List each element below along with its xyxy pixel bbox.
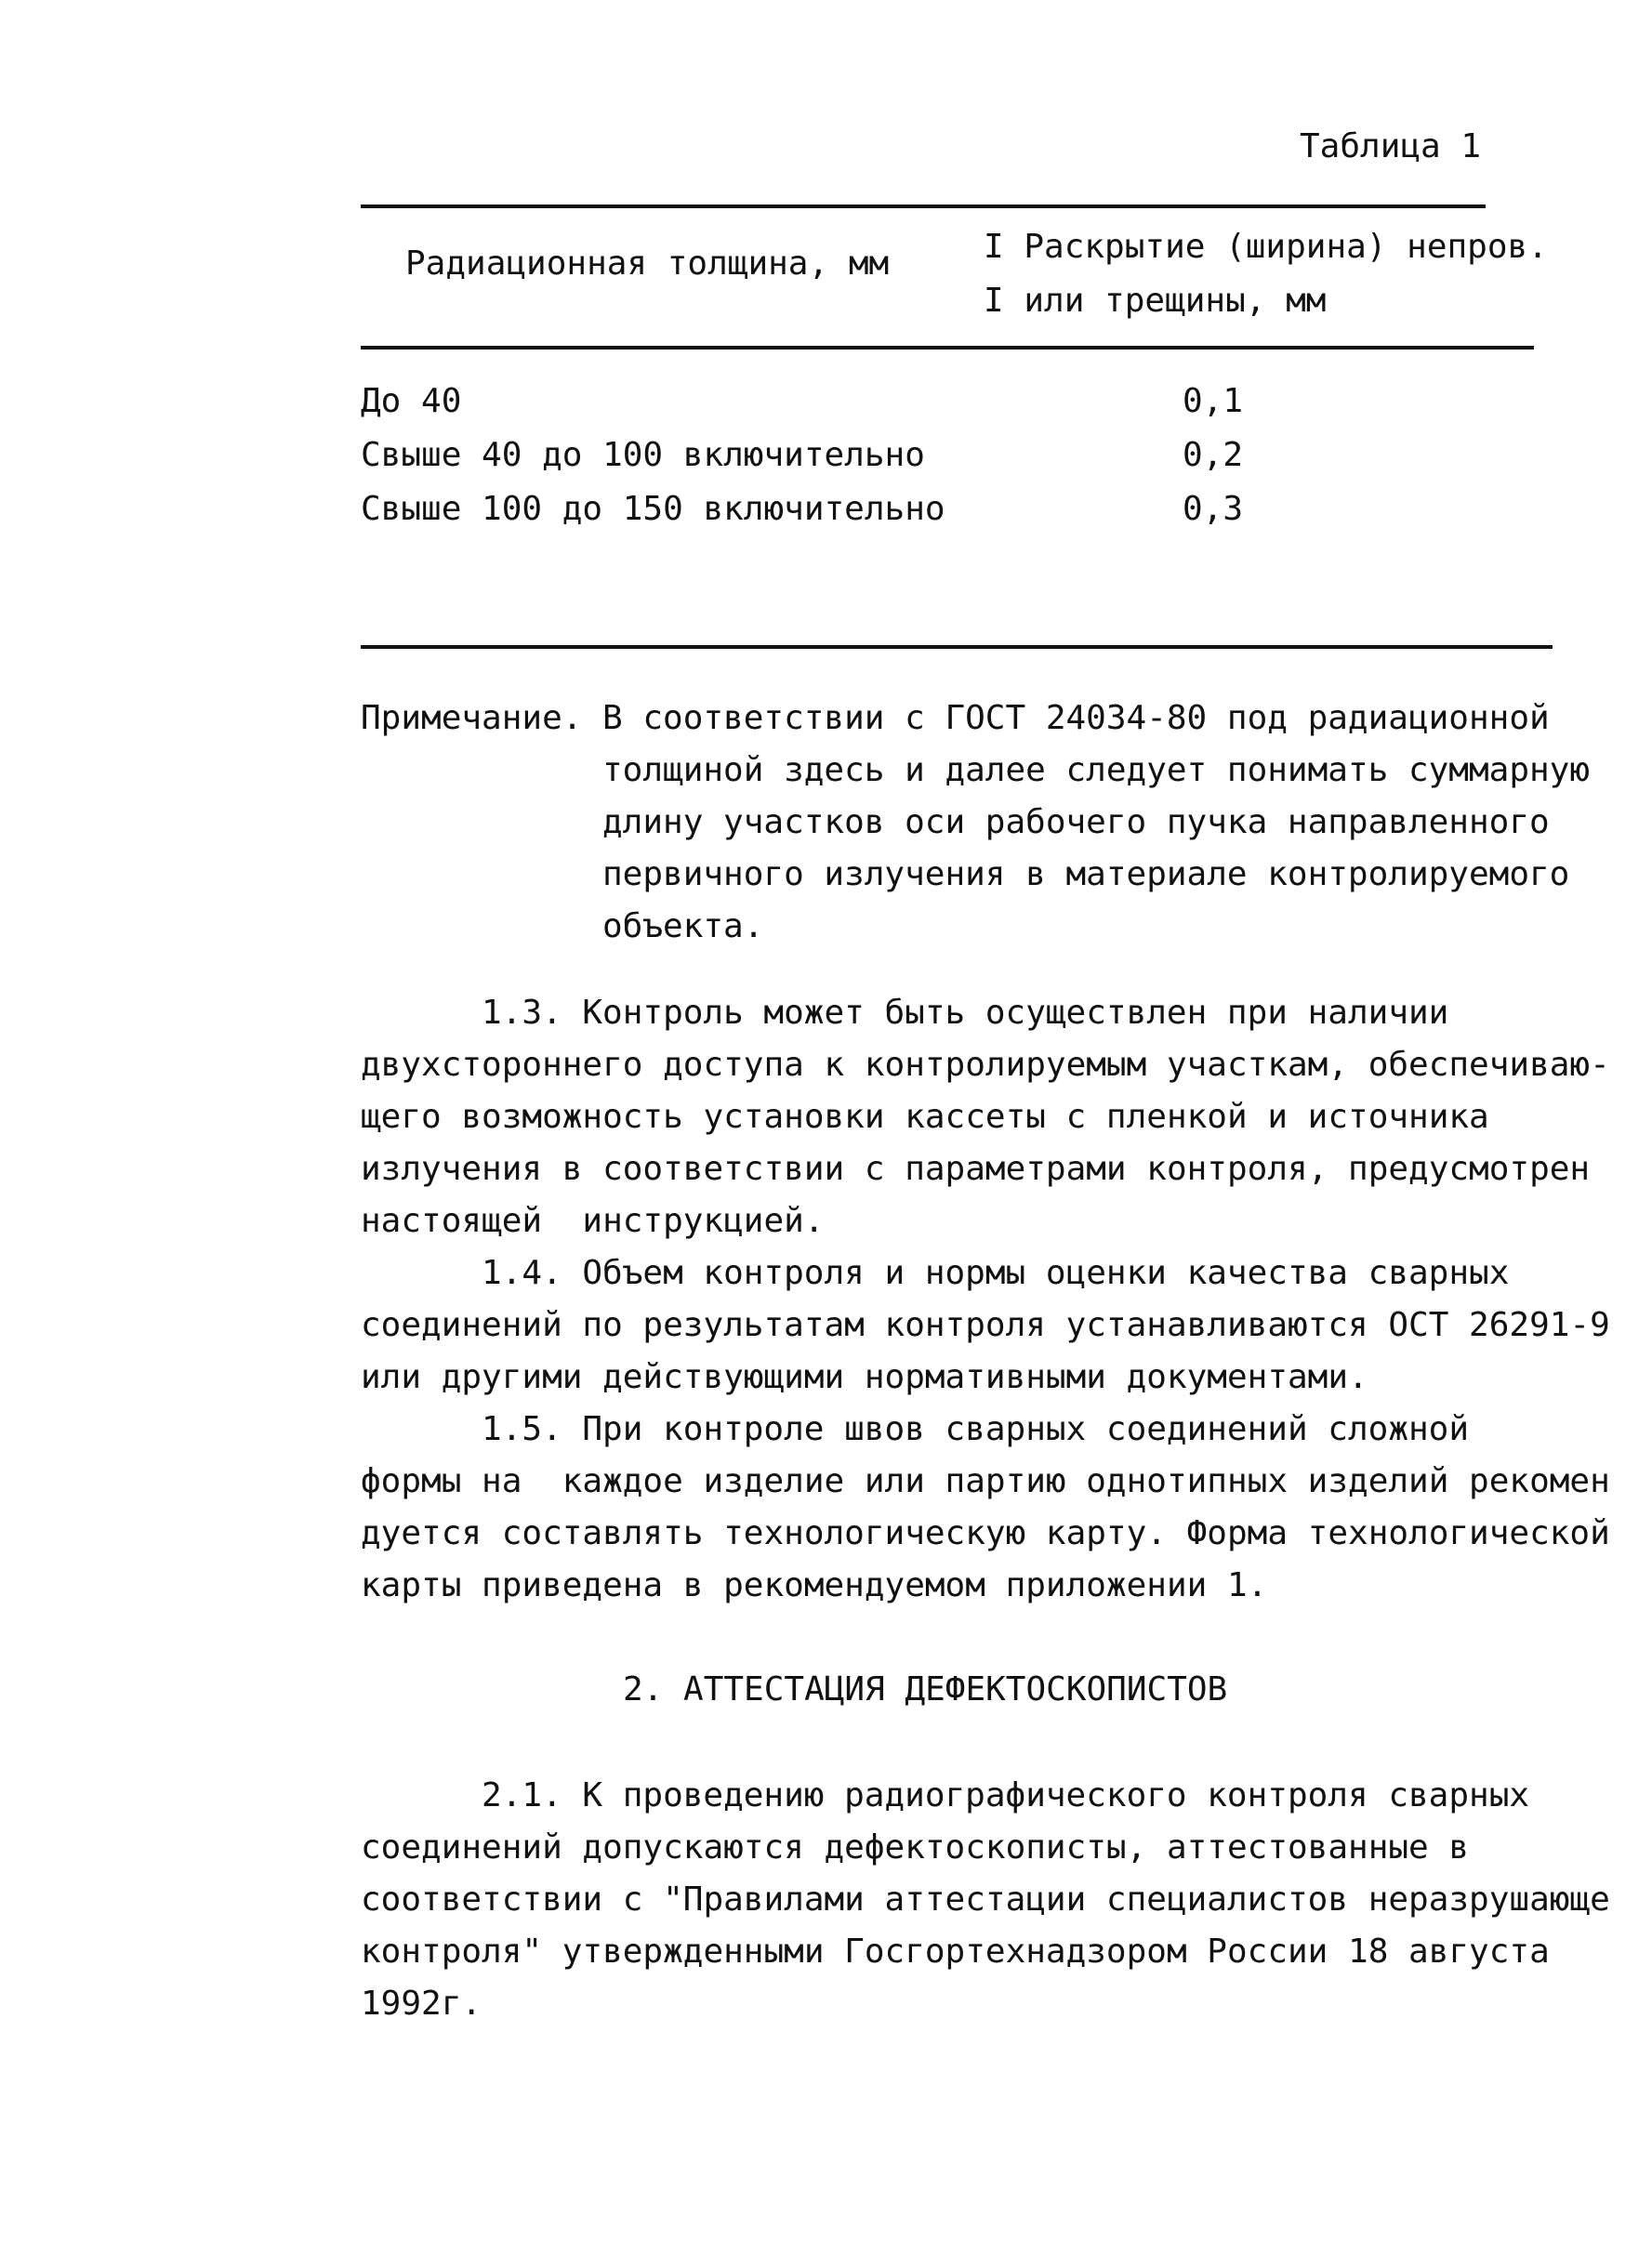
table-row-value: 0,3 bbox=[1183, 490, 1244, 528]
table-bottom-rule bbox=[361, 645, 1553, 649]
paragraph-2-1-line: 2.1. К проведению радиографического контроля сварных bbox=[482, 1776, 1530, 1814]
table-row-thickness: Свыше 40 до 100 включительно bbox=[361, 436, 925, 474]
paragraph-1-3-line: 1.3. Контроль может быть осуществлен при наличии bbox=[482, 994, 1449, 1032]
section-2-heading: 2. АТТЕСТАЦИЯ ДЕФЕКТОСКОПИСТОВ bbox=[623, 1670, 1228, 1708]
paragraph-1-4-line: соединений по результатам контроля устанавливаются ОСТ 26291-9 bbox=[361, 1306, 1610, 1344]
paragraph-2-1-line: соответствии с "Правилами аттестации специалистов неразрушающе bbox=[361, 1880, 1610, 1919]
paragraph-1-3-line: настоящей инструкцией. bbox=[361, 1202, 825, 1240]
paragraph-1-3-line: двухстороннего доступа к контролируемым участкам, обеспечиваю- bbox=[361, 1046, 1610, 1084]
paragraph-1-3-line: излучения в соответствии с параметрами контроля, предусмотрен bbox=[361, 1150, 1591, 1188]
paragraph-2-1-line: контроля" утвержденными Госгортехнадзором России 18 августа bbox=[361, 1933, 1550, 1971]
note-line: длину участков оси рабочего пучка направленного bbox=[602, 803, 1550, 841]
table-row-thickness: До 40 bbox=[361, 382, 462, 420]
paragraph-2-1-line: соединений допускаются дефектоскописты, аттестованные в bbox=[361, 1828, 1470, 1867]
paragraph-1-5-line: 1.5. При контроле швов сварных соединений сложной bbox=[482, 1410, 1470, 1448]
table-header-thickness: Радиационная толщина, мм bbox=[405, 244, 890, 283]
table-header-rule bbox=[361, 346, 1534, 350]
paragraph-1-4-line: 1.4. Объем контроля и нормы оценки качества сварных bbox=[482, 1254, 1510, 1292]
paragraph-1-3-line: щего возможность установки кассеты с пленкой и источника bbox=[361, 1098, 1489, 1136]
table-caption: Таблица 1 bbox=[1300, 127, 1482, 165]
note-line: первичного излучения в материале контролируемого bbox=[602, 855, 1570, 893]
table-top-rule bbox=[361, 204, 1486, 208]
table-row-value: 0,2 bbox=[1183, 436, 1244, 474]
paragraph-1-4-line: или другими действующими нормативными документами. bbox=[361, 1358, 1368, 1396]
paragraph-1-5-line: дуется составлять технологическую карту. Форма технологической bbox=[361, 1514, 1610, 1552]
paragraph-1-5-line: формы на каждое изделие или партию однотипных изделий рекомен bbox=[361, 1462, 1610, 1500]
note-line: В соответствии с ГОСТ 24034-80 под радиационной bbox=[602, 699, 1550, 737]
table-row-value: 0,1 bbox=[1183, 382, 1244, 420]
paragraph-2-1-line: 1992г. bbox=[361, 1985, 482, 2023]
table-header-opening-line1: I Раскрытие (ширина) непров. bbox=[984, 228, 1548, 266]
table-header-opening-line2: I или трещины, мм bbox=[984, 282, 1327, 320]
note-label: Примечание. bbox=[361, 699, 583, 737]
table-row-thickness: Свыше 100 до 150 включительно bbox=[361, 490, 945, 528]
note-line: объекта. bbox=[602, 907, 764, 945]
paragraph-1-5-line: карты приведена в рекомендуемом приложении 1. bbox=[361, 1566, 1268, 1604]
note-line: толщиной здесь и далее следует понимать суммарную bbox=[602, 751, 1591, 789]
